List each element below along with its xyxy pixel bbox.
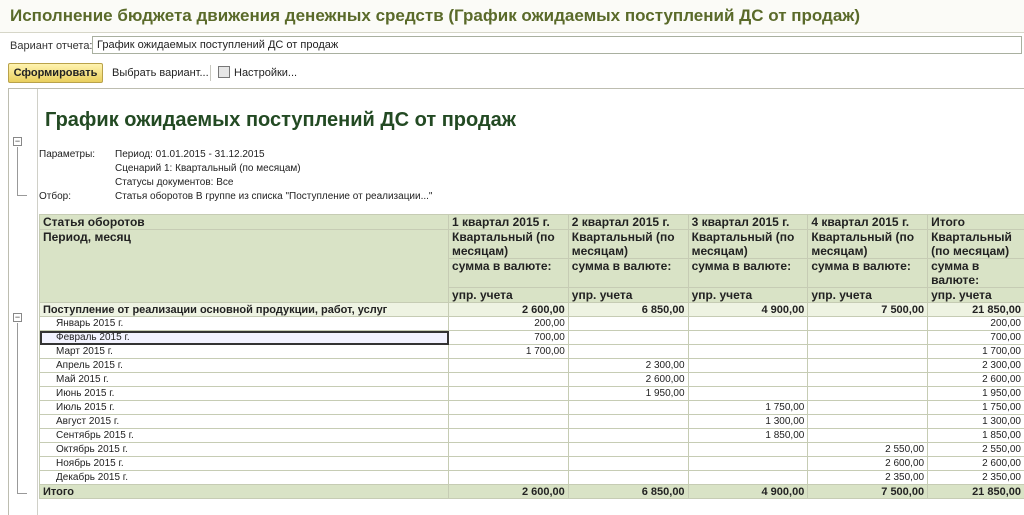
total-label[interactable]: Итого — [40, 485, 449, 499]
header-scenario-q2: Квартальный (по месяцам) — [568, 230, 688, 259]
report-table — [39, 214, 1024, 499]
cell-value[interactable]: 1 750,00 — [928, 401, 1024, 415]
cell-value[interactable] — [808, 345, 928, 359]
collapse-header-icon[interactable]: − — [13, 137, 22, 146]
total-value: 6 850,00 — [568, 485, 688, 499]
header-measure-total: сумма в валюте: — [928, 259, 1024, 288]
table-row[interactable] — [40, 471, 1024, 485]
cell-value[interactable] — [688, 471, 808, 485]
variant-row — [0, 34, 1024, 58]
header-measure-q1: сумма в валюте: — [449, 259, 569, 288]
cell-value[interactable]: 1 300,00 — [688, 415, 808, 429]
cell-value[interactable]: 1 750,00 — [688, 401, 808, 415]
month-label[interactable]: Ноябрь 2015 г. — [40, 457, 449, 471]
month-label[interactable]: Апрель 2015 г. — [40, 359, 449, 373]
cell-value[interactable] — [568, 457, 688, 471]
cell-value[interactable] — [808, 331, 928, 345]
group-row[interactable] — [40, 303, 1024, 317]
month-label[interactable]: Май 2015 г. — [40, 373, 449, 387]
cell-value[interactable]: 2 300,00 — [928, 359, 1024, 373]
table-row[interactable] — [40, 317, 1024, 331]
cell-value[interactable] — [449, 457, 569, 471]
total-row[interactable] — [40, 485, 1024, 499]
month-label[interactable]: Август 2015 г. — [40, 415, 449, 429]
settings-button[interactable]: Настройки... — [234, 67, 297, 79]
header-period-q1: 1 квартал 2015 г. — [449, 215, 569, 230]
month-label[interactable]: Февраль 2015 г. — [40, 331, 449, 345]
total-value: 4 900,00 — [688, 485, 808, 499]
header-scenario-q1: Квартальный (по месяцам) — [449, 230, 569, 259]
header-unit-q3: упр. учета — [688, 288, 808, 303]
cell-value[interactable] — [808, 415, 928, 429]
cell-value[interactable]: 1 300,00 — [928, 415, 1024, 429]
cell-value[interactable]: 1 700,00 — [449, 345, 569, 359]
cell-value[interactable]: 2 550,00 — [808, 443, 928, 457]
cell-value[interactable]: 2 550,00 — [928, 443, 1024, 457]
header-measure-q2: сумма в валюте: — [568, 259, 688, 288]
generate-button[interactable]: Сформировать — [8, 63, 103, 83]
cell-value[interactable] — [568, 401, 688, 415]
group-label[interactable]: Поступление от реализации основной продукции, работ, услуг — [40, 303, 449, 317]
table-row[interactable] — [40, 457, 1024, 471]
header-measure-q4: сумма в валюте: — [808, 259, 928, 288]
param-period: Период: 01.01.2015 - 31.12.2015 — [115, 149, 265, 160]
cell-value[interactable] — [449, 359, 569, 373]
cell-value[interactable] — [808, 429, 928, 443]
total-value: 21 850,00 — [928, 485, 1024, 499]
cell-value[interactable] — [688, 373, 808, 387]
table-row[interactable] — [40, 415, 1024, 429]
cell-value[interactable] — [808, 373, 928, 387]
report-area[interactable] — [8, 88, 1024, 515]
table-row[interactable] — [40, 429, 1024, 443]
header-unit-q2: упр. учета — [568, 288, 688, 303]
cell-value[interactable] — [568, 471, 688, 485]
cell-value[interactable]: 2 350,00 — [928, 471, 1024, 485]
cell-value[interactable] — [688, 359, 808, 373]
cell-value[interactable] — [688, 457, 808, 471]
month-label[interactable]: Сентябрь 2015 г. — [40, 429, 449, 443]
window-title: Исполнение бюджета движения денежных средств (График ожидаемых поступлений ДС от продаж) — [10, 6, 860, 26]
cell-value[interactable] — [808, 387, 928, 401]
header-period-q4: 4 квартал 2015 г. — [808, 215, 928, 230]
cell-value[interactable] — [688, 331, 808, 345]
params-label: Параметры: — [39, 149, 95, 160]
cell-value[interactable]: 2 350,00 — [808, 471, 928, 485]
param-statuses: Статусы документов: Все — [115, 177, 233, 188]
table-row[interactable] — [40, 443, 1024, 457]
group-value: 21 850,00 — [928, 303, 1024, 317]
cell-value[interactable]: 2 300,00 — [568, 359, 688, 373]
cell-value[interactable] — [449, 415, 569, 429]
header-period-q3: 3 квартал 2015 г. — [688, 215, 808, 230]
toolbar — [0, 60, 1024, 86]
cell-value[interactable]: 1 950,00 — [928, 387, 1024, 401]
collapse-group-icon[interactable]: − — [13, 313, 22, 322]
cell-value[interactable] — [808, 401, 928, 415]
month-label[interactable]: Декабрь 2015 г. — [40, 471, 449, 485]
report-title: График ожидаемых поступлений ДС от продаж — [45, 109, 516, 132]
cell-value[interactable]: 200,00 — [449, 317, 569, 331]
cell-value[interactable] — [568, 317, 688, 331]
outline-gutter — [9, 89, 38, 515]
header-unit-q4: упр. учета — [808, 288, 928, 303]
outline-line — [17, 323, 18, 493]
choose-variant-button[interactable]: Выбрать вариант... — [112, 67, 209, 79]
group-value: 4 900,00 — [688, 303, 808, 317]
cell-value[interactable] — [449, 387, 569, 401]
cell-value[interactable] — [449, 471, 569, 485]
table-row[interactable] — [40, 401, 1024, 415]
outline-line — [17, 147, 18, 195]
month-label[interactable]: Октябрь 2015 г. — [40, 443, 449, 457]
outline-tick — [17, 493, 27, 494]
cell-value[interactable] — [449, 373, 569, 387]
cell-value[interactable] — [568, 429, 688, 443]
header-period-q2: 2 квартал 2015 г. — [568, 215, 688, 230]
header-item-label: Статья оборотов — [40, 215, 449, 230]
cell-value[interactable] — [449, 429, 569, 443]
cell-value[interactable] — [449, 443, 569, 457]
header-month-label: Период, месяц — [40, 230, 449, 303]
header-scenario-total: Квартальный (по месяцам) — [928, 230, 1024, 259]
cell-value[interactable] — [568, 331, 688, 345]
window-titlebar — [0, 0, 1024, 33]
header-scenario-q3: Квартальный (по месяцам) — [688, 230, 808, 259]
table-row[interactable] — [40, 373, 1024, 387]
cell-value[interactable] — [568, 345, 688, 359]
param-scenario: Сценарий 1: Квартальный (по месяцам) — [115, 163, 301, 174]
total-value: 7 500,00 — [808, 485, 928, 499]
cell-value[interactable] — [568, 443, 688, 457]
variant-input[interactable]: График ожидаемых поступлений ДС от продаж — [92, 36, 1022, 54]
cell-value[interactable]: 1 850,00 — [688, 429, 808, 443]
group-value: 7 500,00 — [808, 303, 928, 317]
header-unit-total: упр. учета — [928, 288, 1024, 303]
cell-value[interactable]: 1 700,00 — [928, 345, 1024, 359]
cell-value[interactable]: 1 850,00 — [928, 429, 1024, 443]
filter-value: Статья оборотов В группе из списка "Поступление от реализации..." — [115, 191, 432, 202]
header-row-2 — [40, 230, 1024, 259]
cell-value[interactable]: 2 600,00 — [568, 373, 688, 387]
table-row[interactable] — [40, 345, 1024, 359]
cell-value[interactable]: 700,00 — [928, 331, 1024, 345]
month-label[interactable]: Июнь 2015 г. — [40, 387, 449, 401]
cell-value[interactable]: 2 600,00 — [808, 457, 928, 471]
settings-icon[interactable] — [218, 66, 230, 78]
header-row-1 — [40, 215, 1024, 230]
cell-value[interactable]: 200,00 — [928, 317, 1024, 331]
group-value: 6 850,00 — [568, 303, 688, 317]
filter-label: Отбор: — [39, 191, 71, 202]
cell-value[interactable] — [449, 401, 569, 415]
variant-label: Вариант отчета: — [10, 40, 93, 52]
total-value: 2 600,00 — [449, 485, 569, 499]
header-period-total: Итого — [928, 215, 1024, 230]
header-measure-q3: сумма в валюте: — [688, 259, 808, 288]
cell-value[interactable] — [688, 345, 808, 359]
table-row[interactable] — [40, 387, 1024, 401]
table-row[interactable] — [40, 331, 1024, 345]
header-unit-q1: упр. учета — [449, 288, 569, 303]
cell-value[interactable] — [688, 317, 808, 331]
header-scenario-q4: Квартальный (по месяцам) — [808, 230, 928, 259]
cell-value[interactable]: 2 600,00 — [928, 373, 1024, 387]
cell-value[interactable]: 1 950,00 — [568, 387, 688, 401]
table-row[interactable] — [40, 359, 1024, 373]
month-label[interactable]: Июль 2015 г. — [40, 401, 449, 415]
month-label[interactable]: Март 2015 г. — [40, 345, 449, 359]
cell-value[interactable] — [568, 415, 688, 429]
cell-value[interactable] — [688, 387, 808, 401]
cell-value[interactable]: 700,00 — [449, 331, 569, 345]
cell-value[interactable] — [808, 317, 928, 331]
month-label[interactable]: Январь 2015 г. — [40, 317, 449, 331]
toolbar-separator — [210, 65, 211, 81]
cell-value[interactable] — [808, 359, 928, 373]
outline-tick — [17, 195, 27, 196]
group-value: 2 600,00 — [449, 303, 569, 317]
cell-value[interactable]: 2 600,00 — [928, 457, 1024, 471]
cell-value[interactable] — [688, 443, 808, 457]
